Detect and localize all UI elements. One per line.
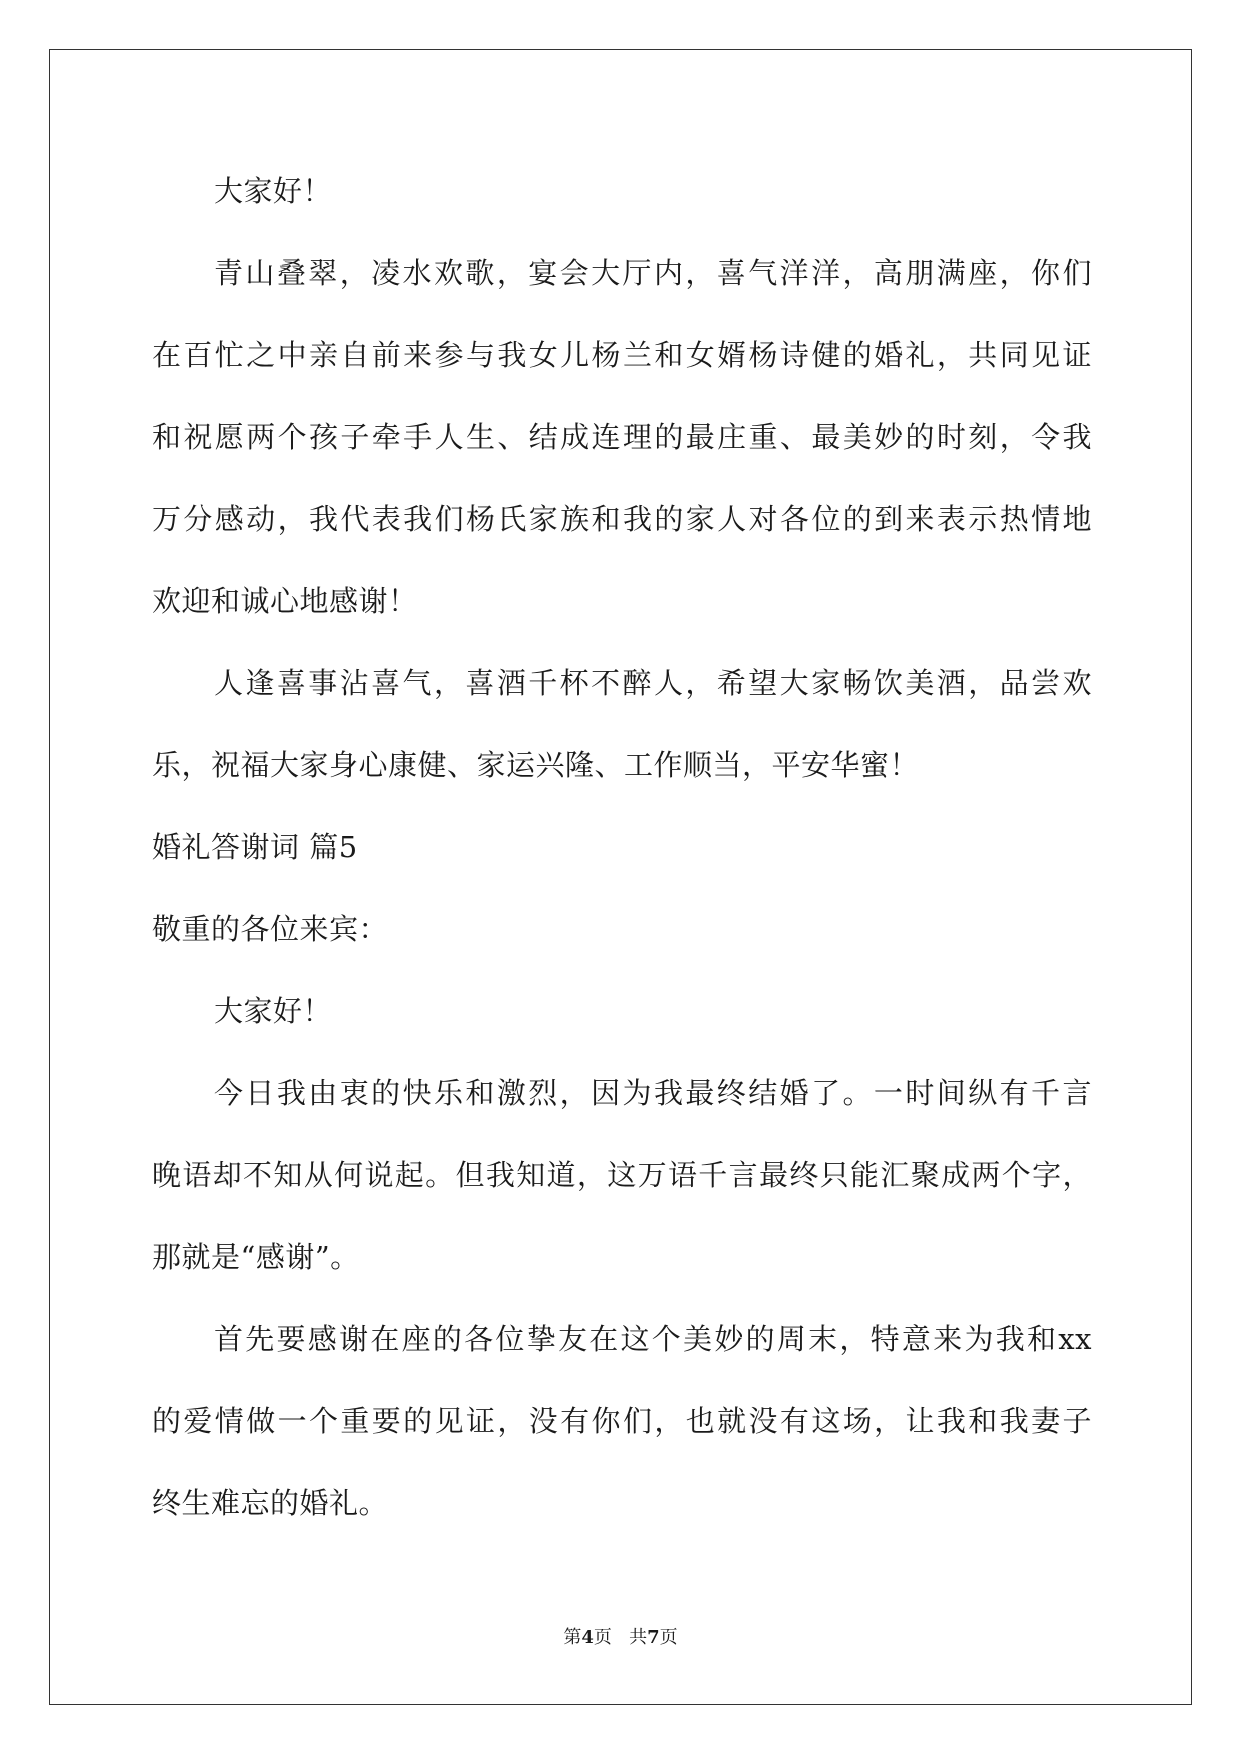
text-line: 的爱情做一个重要的见证，没有你们，也就没有这场，让我和我妻子 [152, 1404, 1092, 1438]
page-footer [0, 1623, 1241, 1649]
text-line: 大家好！ [214, 174, 333, 208]
text-line: 在百忙之中亲自前来参与我女儿杨兰和女婿杨诗健的婚礼，共同见证 [152, 338, 1092, 372]
text-line: 万分感动，我代表我们杨氏家族和我的家人对各位的到来表示热情地 [152, 502, 1092, 536]
text-line: 青山叠翠，凌水欢歌，宴会大厅内，喜气洋洋，高朋满座，你们 [214, 256, 1092, 290]
footer-page-suffix: 页 [593, 1627, 612, 1648]
text-line: 和祝愿两个孩子牵手人生、结成连理的最庄重、最美妙的时刻，令我 [152, 420, 1092, 454]
footer-total-prefix: 共 [629, 1627, 648, 1648]
text-line: 今日我由衷的快乐和激烈，因为我最终结婚了。一时间纵有千言 [214, 1076, 1092, 1110]
text-line: 人逢喜事沾喜气，喜酒千杯不醉人，希望大家畅饮美酒，品尝欢 [214, 666, 1092, 700]
footer-total-suffix: 页 [659, 1627, 678, 1648]
footer-prefix: 第 [563, 1627, 582, 1648]
text-line: 那就是“感谢”。 [152, 1240, 360, 1274]
text-line: 乐，祝福大家身心康健、家运兴隆、工作顺当，平安华蜜！ [152, 748, 920, 782]
text-line: 大家好！ [214, 994, 333, 1028]
document-body [152, 150, 1092, 1544]
text-line: 终生难忘的婚礼。 [152, 1486, 389, 1520]
current-page-number: 4 [581, 1627, 594, 1648]
salutation: 敬重的各位来宾： [152, 912, 389, 946]
section-heading: 婚礼答谢词 篇5 [152, 830, 358, 864]
text-line: 首先要感谢在座的各位挚友在这个美妙的周末，特意来为我和xx [214, 1322, 1092, 1356]
total-page-number: 7 [647, 1627, 660, 1648]
text-line: 晚语却不知从何说起。但我知道，这万语千言最终只能汇聚成两个字， [152, 1158, 1092, 1192]
text-line: 欢迎和诚心地感谢！ [152, 584, 418, 618]
